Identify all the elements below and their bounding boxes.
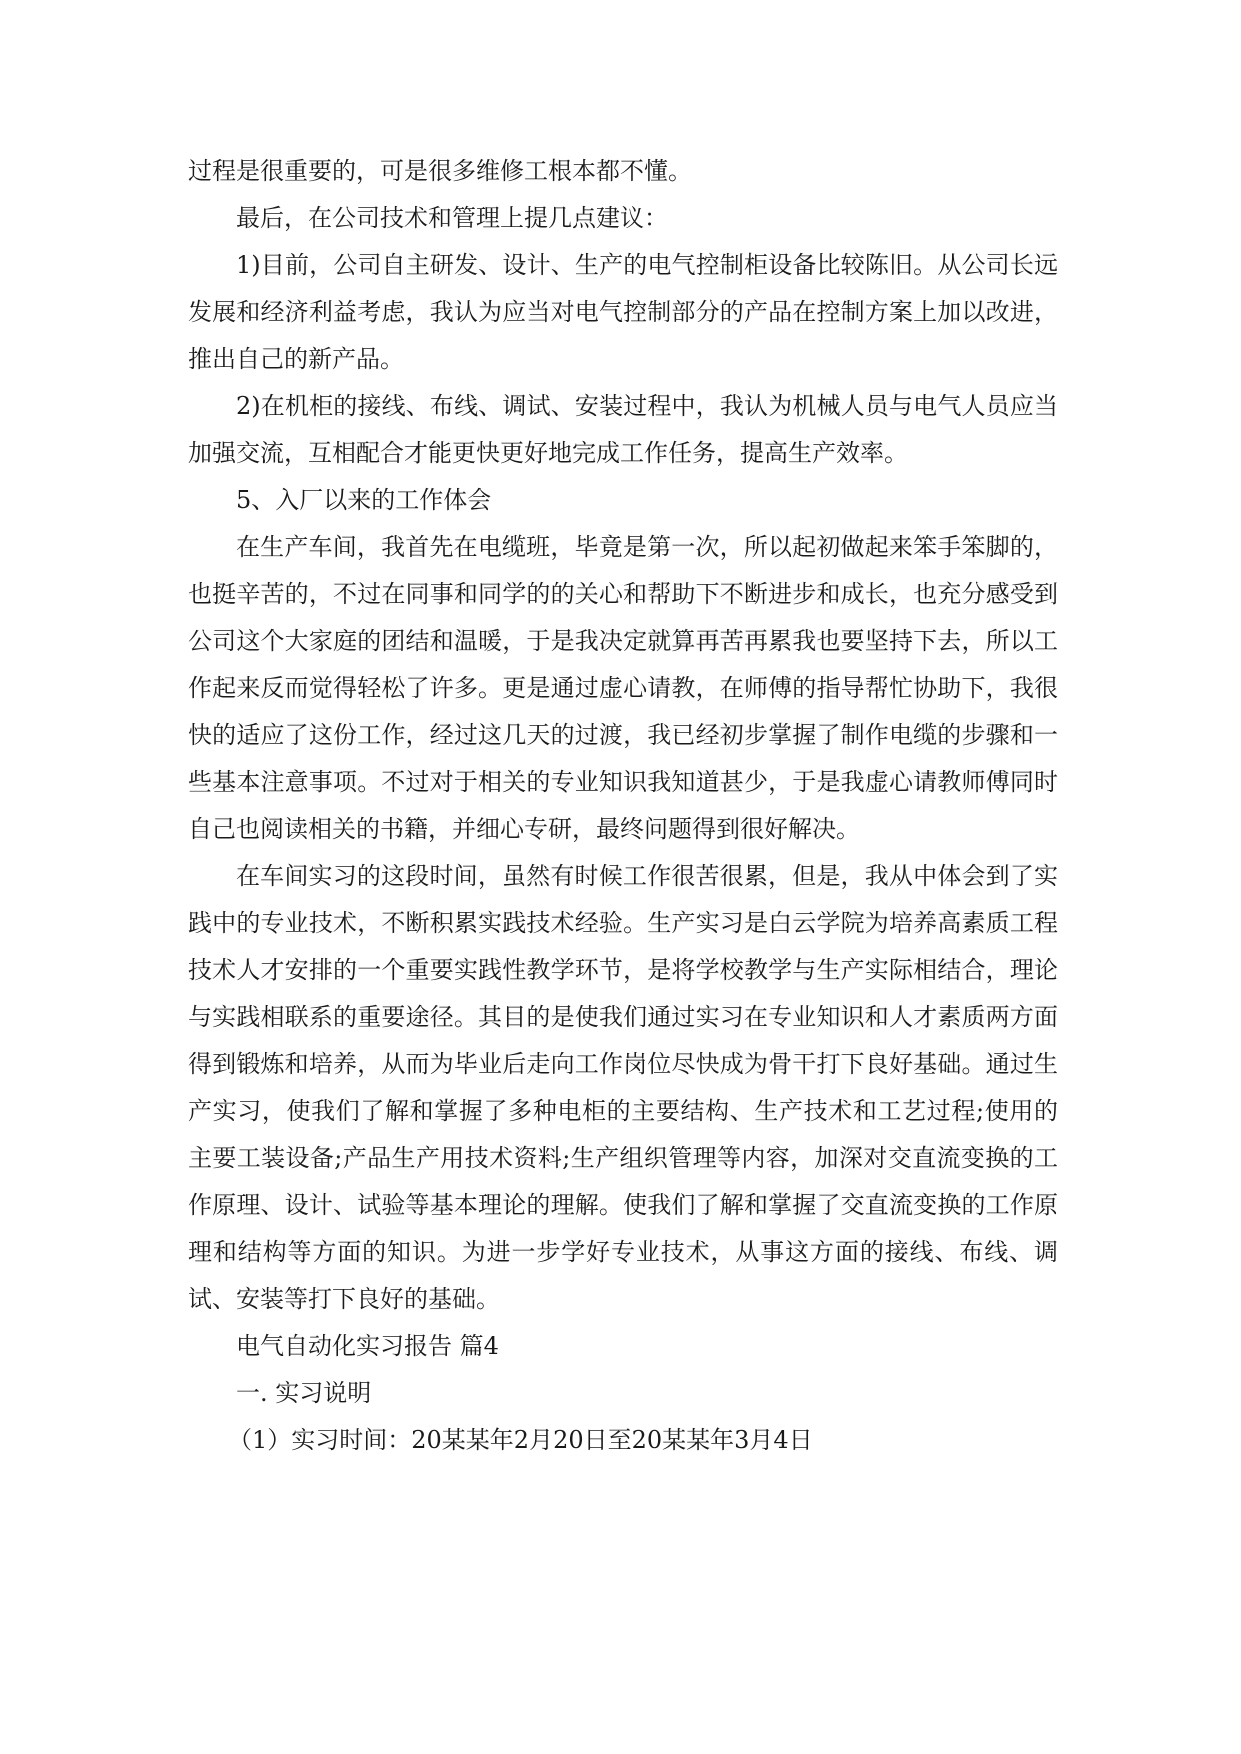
- section-heading: 5、入厂以来的工作体会: [236, 486, 492, 514]
- paragraph: 在生产车间，我首先在电缆班，毕竟是第一次，所以起初做起来笨手笨脚的，也挺辛苦的，不过在同事和同学的的关心和帮助下不断进步和成长，也充分感受到公司这个大家庭的团结和温暖，于是我决定就算再苦再累我也要坚持下去，所以工作起来反而觉得轻松了许多。更是通过虚心请教，在师傅的指导帮忙协助下，我很快的适应了这份工作，经过这几天的过渡，我已经初步掌握了制作电缆的步骤和一些基本注意事项。不过对于相关的专业知识我知道甚少，于是我虚心请教师傅同时自己也阅读相关的书籍，并细心专研，最终问题得到很好解决。: [188, 533, 1058, 843]
- paragraph: 2)在机柜的接线、布线、调试、安装过程中，我认为机械人员与电气人员应当加强交流，互相配合才能更快更好地完成工作任务，提高生产效率。: [188, 392, 1058, 467]
- section-heading: 一. 实习说明: [236, 1379, 372, 1407]
- paragraph: 最后，在公司技术和管理上提几点建议：: [236, 204, 668, 232]
- paragraph: 1)目前，公司自主研发、设计、生产的电气控制柜设备比较陈旧。从公司长远发展和经济利益考虑，我认为应当对电气控制部分的产品在控制方案上加以改进，推出自己的新产品。: [188, 251, 1058, 373]
- document-body: [188, 148, 1058, 1464]
- paragraph: 在车间实习的这段时间，虽然有时候工作很苦很累，但是，我从中体会到了实践中的专业技术，不断积累实践技术经验。生产实习是白云学院为培养高素质工程技术人才安排的一个重要实践性教学环节，是将学校教学与生产实际相结合，理论与实践相联系的重要途径。其目的是使我们通过实习在专业知识和人才素质两方面得到锻炼和培养，从而为毕业后走向工作岗位尽快成为骨干打下良好基础。通过生产实习，使我们了解和掌握了多种电柜的主要结构、生产技术和工艺过程;使用的主要工装设备;产品生产用技术资料;生产组织管理等内容，加深对交直流变换的工作原理、设计、试验等基本理论的理解。使我们了解和掌握了交直流变换的工作原理和结构等方面的知识。为进一步学好专业技术，从事这方面的接线、布线、调试、安装等打下良好的基础。: [188, 862, 1058, 1313]
- paragraph: 过程是很重要的，可是很多维修工根本都不懂。: [188, 157, 692, 185]
- report-title: 电气自动化实习报告 篇4: [236, 1332, 499, 1360]
- list-item: （1）实习时间：20某某年2月20日至20某某年3月4日: [228, 1426, 813, 1454]
